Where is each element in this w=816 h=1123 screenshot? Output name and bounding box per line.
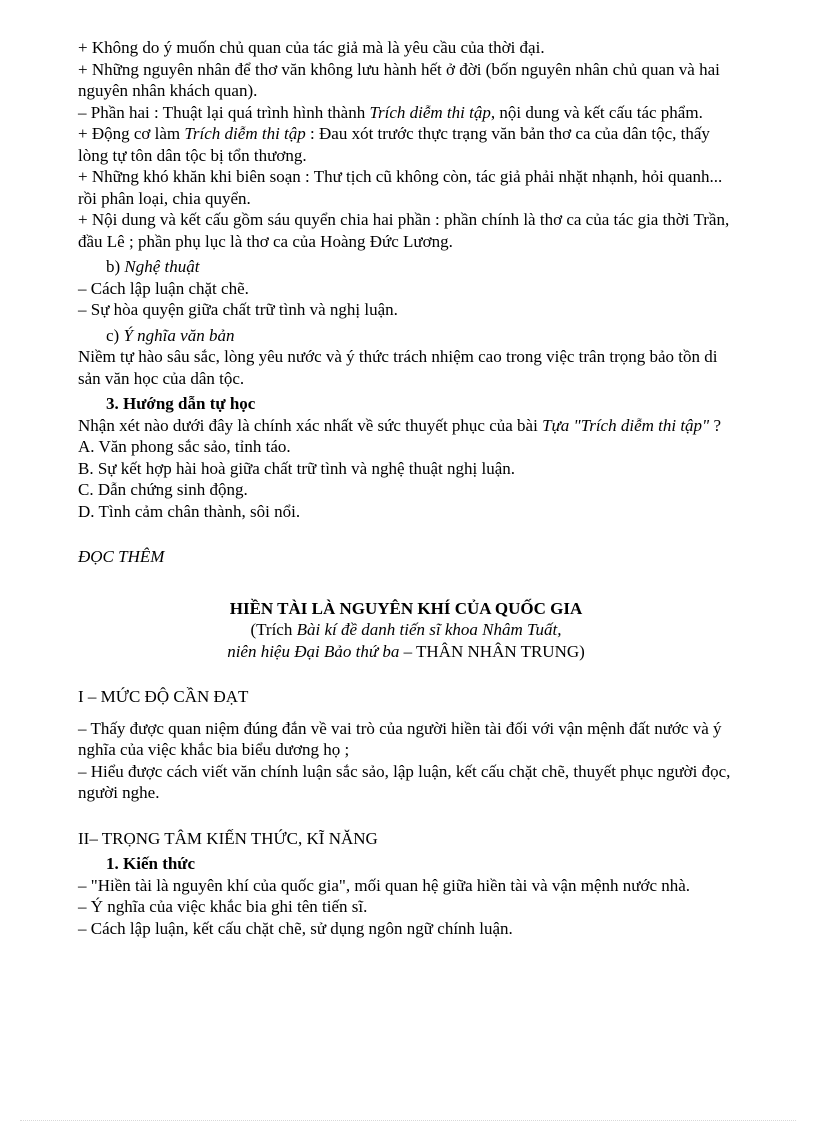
- text-run: b): [106, 257, 125, 276]
- text-run: ?: [709, 415, 721, 435]
- paragraph: + Không do ý muốn chủ quan của tác giả mà là yêu cầu của thời đại.: [78, 38, 545, 57]
- paragraph: [78, 102, 734, 124]
- text-run: Nghệ thuật: [124, 257, 200, 276]
- paragraph: – Cách lập luận chặt chẽ.: [78, 278, 249, 298]
- option-a: A. Văn phong sắc sảo, tỉnh táo.: [78, 437, 291, 456]
- italic-title: Trích diễm thi tập: [369, 102, 491, 122]
- text-run: c): [106, 325, 124, 345]
- text-run: niên hiệu Đại Bảo thứ ba: [227, 641, 400, 661]
- option-d: D. Tình cảm chân thành, sôi nổi.: [78, 501, 301, 521]
- doc-them-label: ĐỌC THÊM: [78, 547, 165, 566]
- paragraph: – Hiểu được cách viết văn chính luận sắc sảo, lập luận, kết cấu chặt chẽ, thuyết phục người đọc, người nghe.: [78, 761, 731, 802]
- document-page: [78, 37, 734, 939]
- text-run: (Trích: [250, 620, 297, 639]
- italic-title: Trích diễm thi tập: [184, 124, 306, 143]
- section-heading-1: I – MỨC ĐỘ CẦN ĐẠT: [78, 687, 249, 706]
- paragraph: – Ý nghĩa của việc khắc bia ghi tên tiến sĩ.: [78, 897, 368, 916]
- heading-huong-dan-tu-hoc: 3. Hướng dẫn tự học: [106, 394, 256, 413]
- text-run: – Phần hai : Thuật lại quá trình hình thành: [78, 102, 370, 122]
- text-run: : Đau xót trước thực trạng văn bản thơ ca của dân tộc, thấy lòng tự tôn dân tộc bị tổn thương.: [78, 124, 710, 165]
- option-b: B. Sự kết hợp hài hoà giữa chất trữ tình và nghệ thuật nghị luận.: [78, 458, 515, 478]
- text-run: Tựa "Trích diễm thi tập": [542, 415, 710, 435]
- text-run: – THÂN NHÂN TRUNG): [399, 641, 585, 661]
- text-run: Bài kí đề danh tiến sĩ khoa Nhâm Tuất,: [296, 620, 562, 639]
- paragraph: – Sự hòa quyện giữa chất trữ tình và nghị luận.: [78, 300, 398, 319]
- subheading-y-nghia: [78, 325, 734, 347]
- paragraph: [78, 123, 734, 166]
- option-c: C. Dẫn chứng sinh động.: [78, 480, 248, 499]
- paragraph: + Nội dung và kết cấu gồm sáu quyển chia hai phần : phần chính là thơ ca của tác gia thời Trần, đầu Lê ; phần phụ lục là thơ ca của Hoàng Đức Lương.: [78, 210, 730, 251]
- text-run: Nhận xét nào dưới đây là chính xác nhất về sức thuyết phục của bài: [78, 415, 543, 435]
- paragraph: Niềm tự hào sâu sắc, lòng yêu nước và ý thức trách nhiệm cao trong việc trân trọng bảo tồn di sản văn học của dân tộc.: [78, 347, 718, 388]
- text-run: , nội dung và kết cấu tác phẩm.: [490, 102, 703, 122]
- page-title: HIỀN TÀI LÀ NGUYÊN KHÍ CỦA QUỐC GIA: [229, 598, 583, 618]
- paragraph: – "Hiền tài là nguyên khí của quốc gia", mối quan hệ giữa hiền tài và vận mệnh nước nhà.: [78, 875, 691, 895]
- section-heading-2: II– TRỌNG TÂM KIẾN THỨC, KĨ NĂNG: [78, 828, 378, 848]
- subheading-nghe-thuat: [78, 256, 734, 278]
- heading-kien-thuc: 1. Kiến thức: [106, 854, 196, 873]
- text-run: + Động cơ làm: [78, 124, 185, 143]
- paragraph: – Thấy được quan niệm đúng đắn về vai trò của người hiền tài đối với vận mệnh đất nước và ý nghĩa của việc khắc bia biểu dương họ ;: [78, 718, 722, 759]
- paragraph: + Những khó khăn khi biên soạn : Thư tịch cũ không còn, tác giả phải nhặt nhạnh, hỏi quanh... rồi phân loại, chia quyển.: [78, 167, 723, 208]
- page-bottom-divider: [20, 1120, 796, 1121]
- paragraph: – Cách lập luận, kết cấu chặt chẽ, sử dụng ngôn ngữ chính luận.: [78, 918, 513, 938]
- title-source-line-1: [78, 619, 734, 641]
- question: [78, 415, 734, 437]
- text-run: Ý nghĩa văn bản: [123, 325, 235, 345]
- paragraph: + Những nguyên nhân để thơ văn không lưu hành hết ở đời (bốn nguyên nhân chủ quan và hai nguyên nhân khách quan).: [78, 59, 720, 100]
- title-source-line-2: [78, 641, 734, 663]
